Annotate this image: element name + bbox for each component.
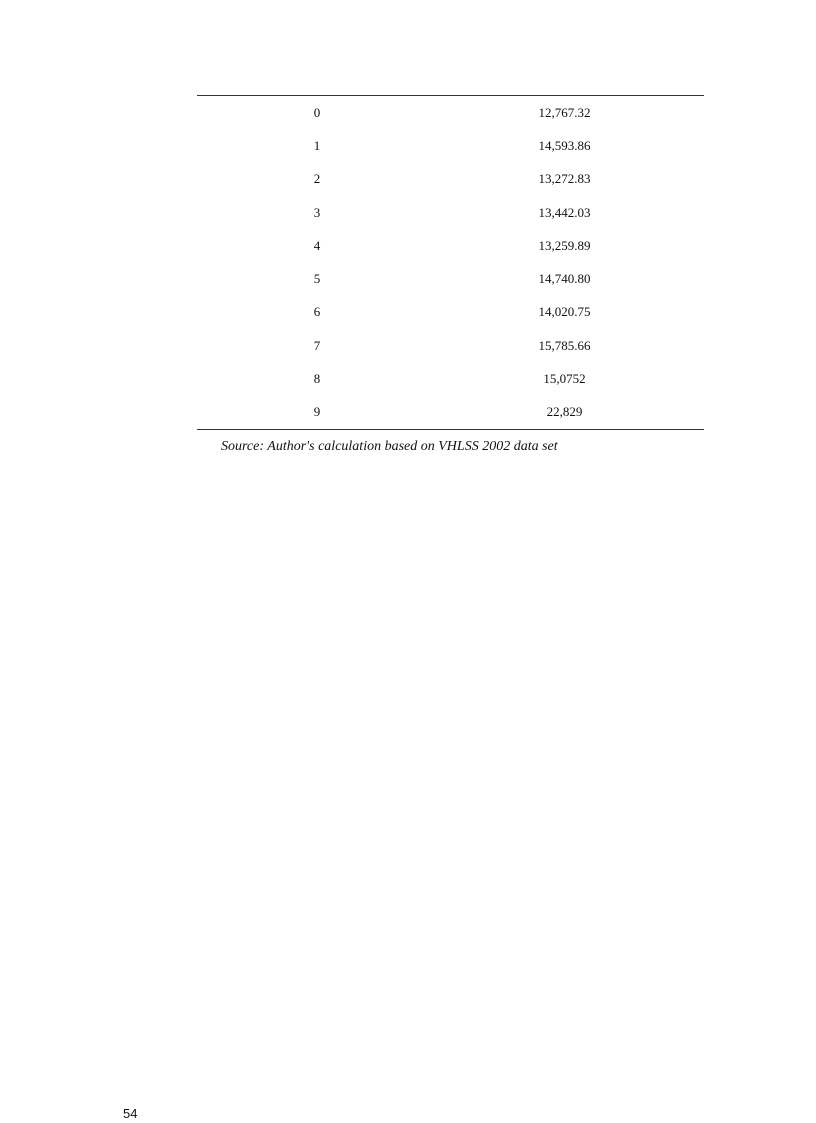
table-cell-value: 13,272.83 bbox=[538, 171, 591, 187]
table-cell-value: 14,740.80 bbox=[538, 271, 591, 287]
source-note: Source: Author's calculation based on VHLSS 2002 data set bbox=[221, 439, 558, 454]
table-bottom-rule bbox=[197, 429, 704, 430]
table-row bbox=[197, 96, 704, 129]
table-cell-group: 1 bbox=[313, 137, 321, 153]
table-cell-group: 5 bbox=[313, 271, 321, 287]
table-row bbox=[197, 362, 704, 395]
page-number: 54 bbox=[123, 1106, 138, 1121]
table-row bbox=[197, 229, 704, 262]
table-row bbox=[197, 329, 704, 362]
table-cell-group: 6 bbox=[313, 304, 321, 320]
table-body bbox=[197, 96, 704, 429]
table-cell-value: 22,829 bbox=[546, 404, 583, 420]
table-row bbox=[197, 196, 704, 229]
table-cell-group: 0 bbox=[313, 104, 321, 120]
table-row bbox=[197, 396, 704, 429]
table-cell-group: 4 bbox=[313, 237, 321, 253]
table-cell-group: 2 bbox=[313, 171, 321, 187]
table-cell-group: 3 bbox=[313, 204, 321, 220]
table-cell-value: 15,785.66 bbox=[538, 337, 591, 353]
data-table bbox=[197, 95, 704, 430]
table-row bbox=[197, 296, 704, 329]
table-row bbox=[197, 163, 704, 196]
table-row bbox=[197, 129, 704, 162]
table-cell-group: 9 bbox=[313, 404, 321, 420]
table-row bbox=[197, 262, 704, 295]
table-cell-value: 15,0752 bbox=[543, 371, 586, 387]
table-cell-group: 7 bbox=[313, 337, 321, 353]
table-cell-value: 12,767.32 bbox=[538, 104, 591, 120]
table-cell-group: 8 bbox=[313, 371, 321, 387]
table-cell-value: 14,593.86 bbox=[538, 137, 591, 153]
table-cell-value: 13,442.03 bbox=[538, 204, 591, 220]
table-cell-value: 13,259.89 bbox=[538, 237, 591, 253]
table-cell-value: 14,020.75 bbox=[538, 304, 591, 320]
